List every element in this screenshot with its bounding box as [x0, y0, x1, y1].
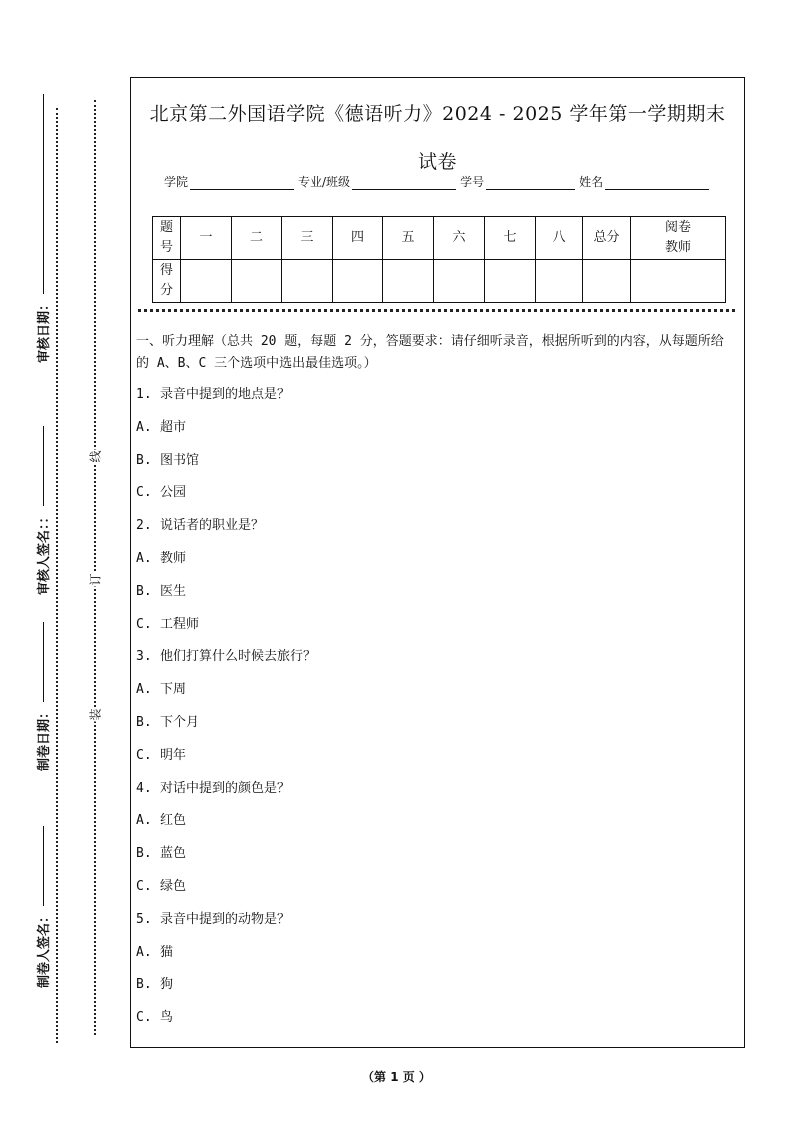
option-label: A.	[136, 944, 152, 960]
question-text: 录音中提到的动物是？	[160, 911, 291, 927]
score-cell[interactable]	[282, 260, 333, 303]
section-instruction: 一、听力理解（总共 20 题，每题 2 分，答题要求：请仔细听录音，根据所听到的内容，从每题所给的 A、B、C 三个选项中选出最佳选项。）	[136, 334, 724, 371]
header-grader: 阅卷 教师	[631, 217, 726, 260]
binding-char-ding: 订	[88, 573, 103, 586]
score-cell[interactable]	[485, 260, 536, 303]
question-number: 4.	[136, 780, 152, 796]
major-class-field[interactable]	[352, 176, 456, 190]
compile-date-line	[42, 622, 44, 702]
option-label: A.	[136, 419, 152, 435]
answer-option[interactable]	[136, 746, 736, 779]
header-section-5: 五	[383, 217, 434, 260]
question-number: 2.	[136, 518, 152, 534]
question-list	[136, 385, 736, 1041]
option-text: 明年	[160, 747, 187, 763]
answer-option[interactable]	[136, 713, 736, 746]
score-cell[interactable]	[383, 260, 434, 303]
total-score-cell[interactable]	[583, 260, 631, 303]
option-text: 下个月	[160, 714, 200, 730]
question-text: 录音中提到的地点是？	[160, 387, 291, 402]
option-label: C.	[136, 878, 152, 894]
header-section-1: 一	[181, 217, 232, 260]
info-label-student-id: 学号	[460, 175, 485, 189]
header-section-4: 四	[333, 217, 383, 260]
option-label: B.	[136, 452, 152, 468]
dotted-separator	[138, 309, 735, 312]
question-item	[136, 385, 736, 418]
grader-cell[interactable]	[631, 260, 726, 303]
answer-option[interactable]	[136, 451, 736, 484]
binding-char-zhuang: 装	[88, 708, 103, 721]
outer-dotted-line	[56, 108, 58, 1043]
question-item	[136, 779, 736, 812]
score-table	[152, 216, 726, 303]
exam-title	[131, 90, 744, 186]
option-label: A.	[136, 550, 152, 566]
answer-option[interactable]	[136, 418, 736, 451]
option-label: B.	[136, 583, 152, 599]
header-section-8: 八	[536, 217, 583, 260]
question-number: 5.	[136, 911, 152, 927]
answer-option[interactable]	[136, 844, 736, 877]
answer-option[interactable]	[136, 582, 736, 615]
answer-option[interactable]	[136, 680, 736, 713]
option-text: 教师	[160, 550, 187, 566]
option-text: 工程师	[160, 616, 200, 632]
page-number: （第 1 页 ）	[362, 1070, 431, 1084]
score-cell[interactable]	[181, 260, 232, 303]
question-item	[136, 647, 736, 680]
score-cell[interactable]	[333, 260, 383, 303]
header-section-6: 六	[434, 217, 485, 260]
header-section-2: 二	[232, 217, 282, 260]
option-label: B.	[136, 714, 152, 730]
student-info-line	[164, 173, 713, 190]
header-total: 总分	[583, 217, 631, 260]
header-section-3: 三	[282, 217, 333, 260]
exam-frame	[130, 77, 745, 1048]
question-item	[136, 910, 736, 943]
score-cell[interactable]	[232, 260, 282, 303]
answer-option[interactable]	[136, 811, 736, 844]
exam-content	[136, 331, 736, 1041]
name-field[interactable]	[605, 176, 709, 190]
option-text: 蓝色	[160, 846, 187, 862]
option-label: C.	[136, 616, 152, 632]
option-label: A.	[136, 813, 152, 829]
answer-option[interactable]	[136, 1008, 736, 1041]
question-text: 说话者的职业是？	[160, 518, 265, 534]
question-number: 1.	[136, 387, 152, 402]
info-label-major-class: 专业/班级	[298, 175, 351, 189]
score-table-header-row	[153, 217, 726, 260]
option-text: 超市	[160, 419, 187, 435]
review-date-line	[42, 94, 44, 294]
question-text: 他们打算什么时候去旅行？	[160, 649, 317, 665]
option-label: C.	[136, 485, 152, 501]
reviewer-signature-label: 审核人签名：：	[33, 426, 52, 595]
info-label-college: 学院	[164, 175, 189, 189]
compiler-signature-label: 制卷人签名：	[33, 826, 52, 988]
score-cell[interactable]	[434, 260, 485, 303]
header-section-7: 七	[485, 217, 536, 260]
reviewer-signature-line	[42, 426, 44, 506]
binding-char-xian: 线	[88, 450, 103, 463]
exam-title-line2: 试卷	[417, 151, 457, 173]
option-text: 医生	[160, 583, 187, 599]
option-label: C.	[136, 747, 152, 763]
header-question-number: 题 号	[153, 217, 181, 260]
row-label-score: 得 分	[153, 260, 181, 303]
answer-option[interactable]	[136, 975, 736, 1008]
option-label: B.	[136, 846, 152, 862]
option-text: 鸟	[160, 1010, 174, 1026]
option-label: C.	[136, 1010, 152, 1026]
answer-option[interactable]	[136, 877, 736, 910]
option-text: 图书馆	[160, 452, 200, 468]
compile-date-label: 制卷日期：	[33, 622, 52, 771]
option-label: B.	[136, 977, 152, 993]
option-text: 猫	[160, 944, 174, 960]
question-item	[136, 516, 736, 549]
option-text: 下周	[160, 682, 187, 698]
score-table-score-row	[153, 260, 726, 303]
answer-option[interactable]	[136, 483, 736, 516]
score-cell[interactable]	[536, 260, 583, 303]
option-text: 绿色	[160, 878, 187, 894]
answer-option[interactable]	[136, 943, 736, 976]
compiler-signature-line	[42, 826, 44, 906]
answer-option[interactable]	[136, 549, 736, 582]
question-text: 对话中提到的颜色是？	[160, 780, 291, 796]
college-field[interactable]	[190, 176, 294, 190]
option-text: 狗	[160, 977, 174, 993]
exam-title-line1: 北京第二外国语学院《德语听力》2024 - 2025 学年第一学期期末	[149, 103, 726, 125]
option-text: 红色	[160, 813, 187, 829]
binding-dotted-line	[94, 100, 96, 1035]
option-text: 公园	[160, 485, 187, 501]
question-number: 3.	[136, 649, 152, 665]
info-label-name: 姓名	[579, 175, 604, 189]
review-date-label: 审核日期：	[33, 94, 52, 363]
student-id-field[interactable]	[486, 176, 575, 190]
answer-option[interactable]	[136, 615, 736, 648]
option-label: A.	[136, 682, 152, 698]
